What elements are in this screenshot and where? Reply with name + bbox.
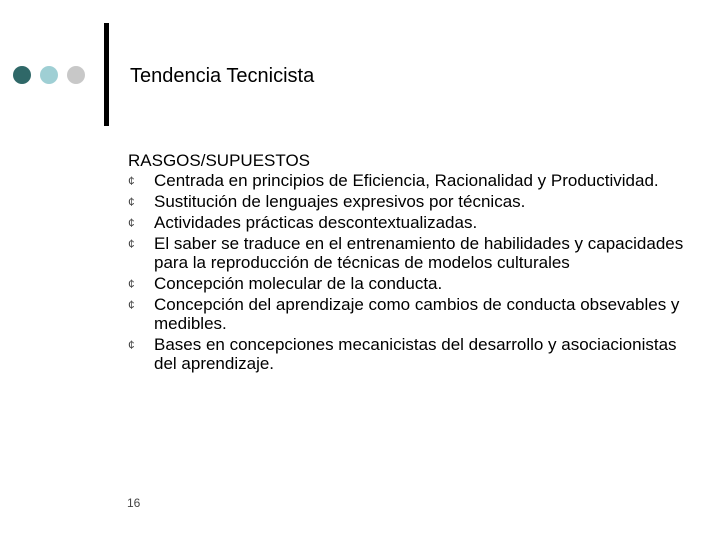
- bullet-icon: ¢: [128, 174, 135, 188]
- light-teal-dot: [40, 66, 58, 84]
- bullet-list: [128, 171, 688, 373]
- bullet-icon: ¢: [128, 195, 135, 209]
- dark-teal-dot: [13, 66, 31, 84]
- bullet-text: Centrada en principios de Eficiencia, Racionalidad y Productividad.: [154, 171, 659, 190]
- bullet-text: Sustitución de lenguajes expresivos por técnicas.: [154, 192, 526, 211]
- list-item: [128, 295, 688, 333]
- list-item: [128, 274, 688, 293]
- bullet-text: Bases en concepciones mecanicistas del desarrollo y asociacionistas del aprendizaje.: [154, 335, 677, 373]
- section-heading: RASGOS/SUPUESTOS: [128, 151, 311, 170]
- list-item: [128, 234, 688, 272]
- bullet-text: Concepción molecular de la conducta.: [154, 274, 443, 293]
- list-item: [128, 171, 688, 190]
- list-item: [128, 192, 688, 211]
- bullet-icon: ¢: [128, 216, 135, 230]
- list-item: [128, 213, 688, 232]
- gray-dot: [67, 66, 85, 84]
- bullet-text: El saber se traduce en el entrenamiento de habilidades y capacidades para la reproducción de técnicas de modelos culturales: [154, 234, 684, 272]
- bullet-icon: ¢: [128, 298, 135, 312]
- bullet-text: Concepción del aprendizaje como cambios de conducta obsevables y medibles.: [154, 295, 680, 333]
- slide-title: Tendencia Tecnicista: [130, 65, 315, 87]
- bullet-icon: ¢: [128, 277, 135, 291]
- list-item: [128, 335, 688, 373]
- bullet-icon: ¢: [128, 237, 135, 251]
- decorative-dots: [13, 66, 85, 84]
- bullet-text: Actividades prácticas descontextualizadas.: [154, 213, 478, 232]
- bullet-icon: ¢: [128, 338, 135, 352]
- page-number: 16: [127, 496, 141, 510]
- slide-content: [128, 151, 688, 375]
- vertical-divider: [104, 23, 109, 126]
